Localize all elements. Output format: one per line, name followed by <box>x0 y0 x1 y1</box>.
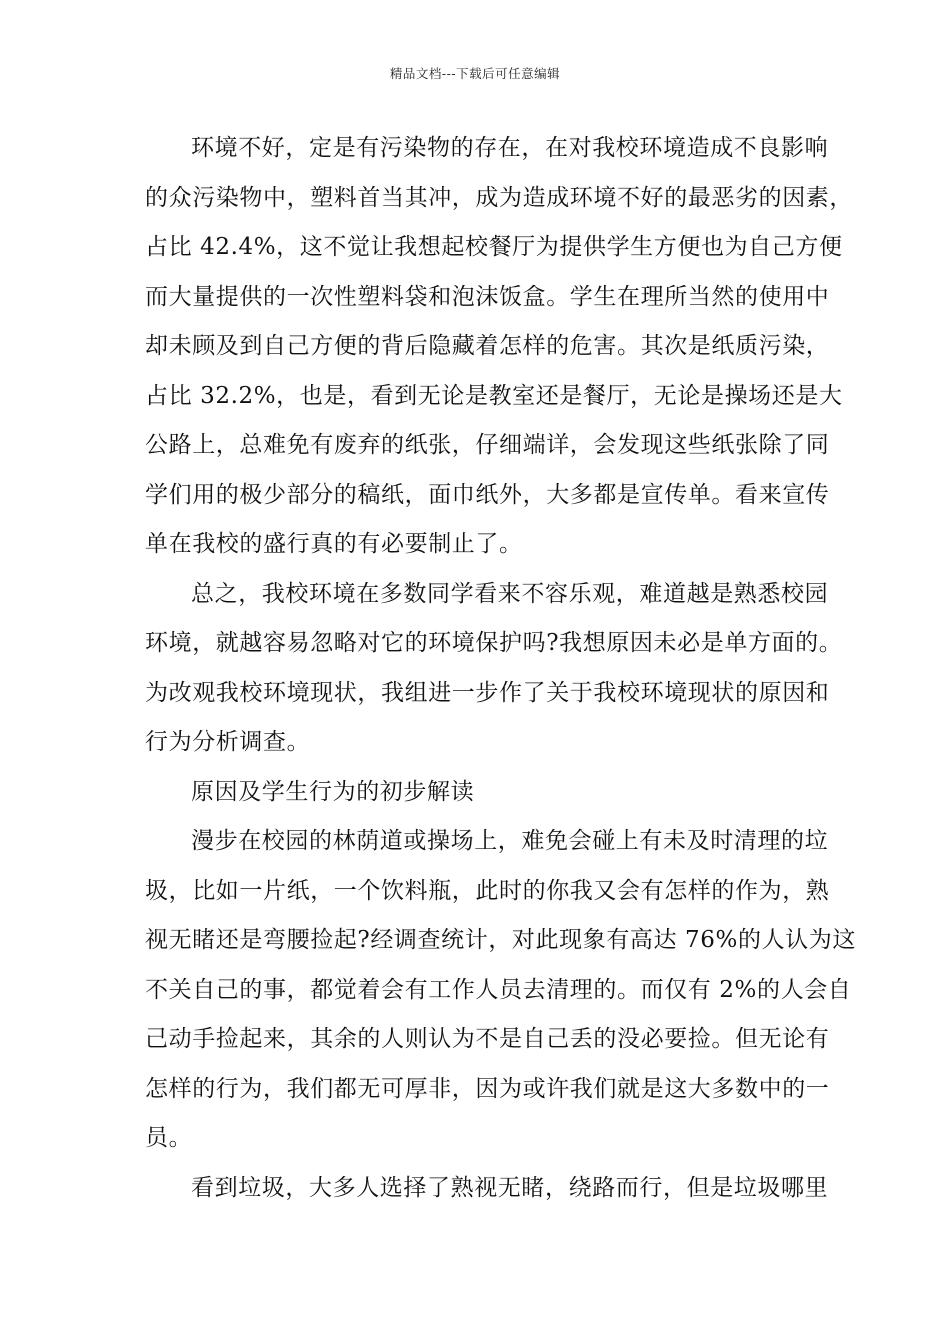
text-line: 不关自己的事，都觉着会有工作人员去清理的。而仅有 2%的人会自 <box>145 976 852 1003</box>
text-line: 环境，就越容易忽略对它的环境保护吗?我想原因未必是单方面的。 <box>145 630 843 656</box>
text-line: 占比 32.2%，也是，看到无论是教室还是餐厅，无论是操场还是大 <box>145 382 843 409</box>
document-body <box>145 124 856 1213</box>
text-line: 单在我校的盛行真的有必要制止了。 <box>145 531 523 557</box>
paragraph-pollution-sources <box>145 124 853 570</box>
text-line: 学们用的极少部分的稿纸，面巾纸外，大多都是宣传单。看来宣传 <box>145 481 830 508</box>
text-line: 员。 <box>145 1125 193 1151</box>
text-line: 原因及学生行为的初步解读 <box>191 778 475 805</box>
paragraph-ignoring-trash <box>145 1164 829 1214</box>
section-heading <box>145 768 825 818</box>
text-line: 漫步在校园的林荫道或操场上，难免会碰上有未及时清理的垃 <box>191 828 829 854</box>
text-line: 行为分析调查。 <box>145 729 311 755</box>
text-line: 为改观我校环境现状，我组进一步作了关于我校环境现状的原因和 <box>145 679 830 706</box>
paragraph-student-behavior <box>145 817 856 1164</box>
text-line: 而大量提供的一次性塑料袋和泡沫饭盒。学生在理所当然的使用中 <box>145 283 830 310</box>
text-line: 公路上，总难免有废弃的纸张，仔细端详，会发现这些纸张除了同 <box>145 432 830 458</box>
text-line: 总之，我校环境在多数同学看来不容乐观，难道越是熟悉校园 <box>191 580 829 607</box>
page-header: 精品文档---下载后可任意编辑 <box>389 66 561 81</box>
text-line: 的众污染物中，塑料首当其冲，成为造成环境不好的最恶劣的因素， <box>145 184 853 211</box>
text-line: 怎样的行为，我们都无可厚非，因为或许我们就是这大多数中的一 <box>145 1075 830 1102</box>
paragraph-summary <box>145 570 843 768</box>
text-line: 圾，比如一片纸，一个饮料瓶，此时的你我又会有怎样的作为，熟 <box>145 877 830 904</box>
text-line: 却未顾及到自己方便的背后隐藏着怎样的危害。其次是纸质污染， <box>145 333 830 359</box>
text-line: 看到垃圾，大多人选择了熟视无睹，绕路而行，但是垃圾哪里 <box>191 1174 829 1201</box>
text-line: 己动手捡起来，其余的人则认为不是自己丢的没必要捡。但无论有 <box>145 1026 830 1052</box>
text-line: 占比 42.4%，这不觉让我想起校餐厅为提供学生方便也为自己方便 <box>145 234 843 260</box>
text-line: 环境不好，定是有污染物的存在，在对我校环境造成不良影响 <box>191 135 829 161</box>
text-line: 视无睹还是弯腰捡起?经调查统计，对此现象有高达 76%的人认为这 <box>145 927 856 953</box>
